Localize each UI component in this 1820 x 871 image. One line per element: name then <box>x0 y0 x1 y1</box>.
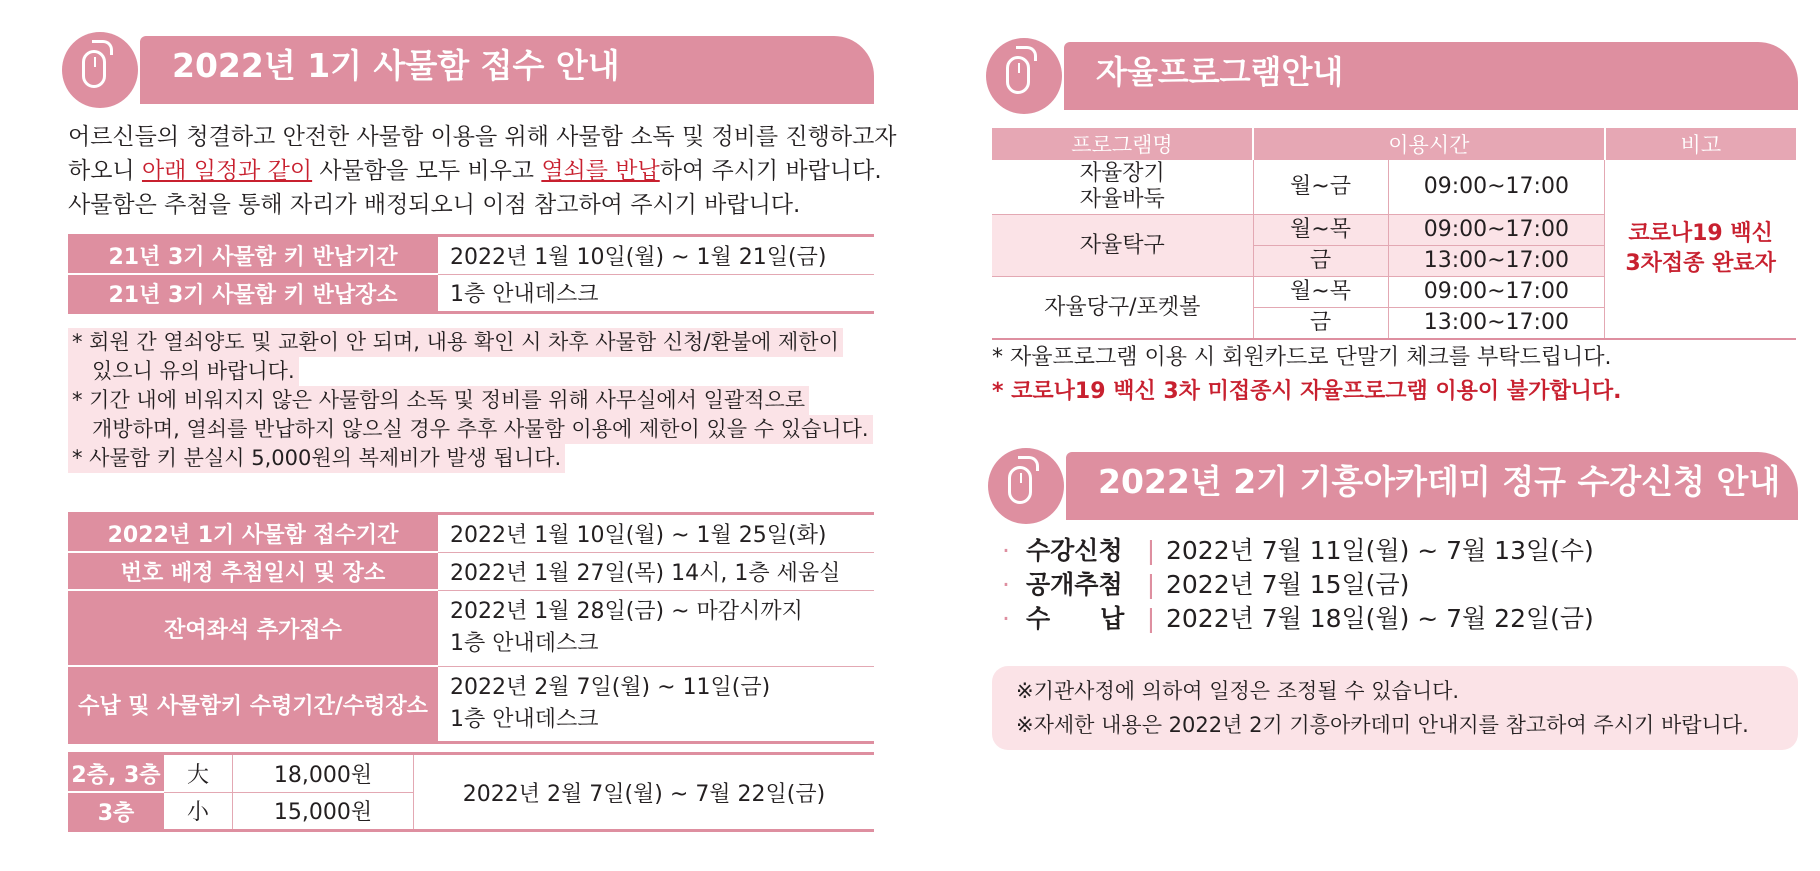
program-day: 금 <box>1253 308 1388 340</box>
table-row <box>68 514 874 553</box>
program-day: 월~목 <box>1253 277 1388 308</box>
list-item <box>1002 602 1594 636</box>
intro-line-1: 어르신들의 청결하고 안전한 사물함 이용을 위해 사물함 소독 및 정비를 진행하고자 <box>68 124 897 150</box>
bullet: · <box>1002 604 1010 633</box>
row-label: 21년 3기 사물함 키 반납기간 <box>68 236 438 275</box>
table-row <box>68 236 874 275</box>
note-line: 개방하며, 열쇠를 반납하지 않으실 경우 추후 사물함 이용에 제한이 있을 수 있습니다. <box>68 415 873 444</box>
row-label: 번호 배정 추첨일시 및 장소 <box>68 552 438 590</box>
bullet: · <box>1002 536 1010 565</box>
separator: | <box>1146 570 1156 599</box>
remark-line: 3차접종 완료자 <box>1625 251 1776 276</box>
row-value: 2022년 1월 27일(목) 14시, 1층 세움실 <box>438 552 874 590</box>
row-label: 수납 및 사물함키 수령기간/수령장소 <box>68 666 438 743</box>
intro-line-3: 사물함은 추첨을 통해 자리가 배정되오니 이점 참고하여 주시기 바랍니다. <box>68 192 801 218</box>
intro-highlight-schedule: 아래 일정과 같이 <box>141 158 313 184</box>
intro-text: 하오니 <box>68 158 142 184</box>
col-header: 이용시간 <box>1253 128 1605 160</box>
col-header: 프로그램명 <box>992 128 1253 160</box>
mouse-icon <box>986 38 1062 114</box>
program-remark <box>1605 160 1796 339</box>
separator: | <box>1146 604 1156 633</box>
item-value: 2022년 7월 11일(월) ~ 7월 13일(수) <box>1166 536 1594 565</box>
table-row <box>992 160 1796 215</box>
table-row <box>68 552 874 590</box>
mouse-icon <box>988 448 1064 524</box>
apply-table <box>68 512 874 744</box>
row-value-line: 2022년 1월 28일(금) ~ 마감시까지 <box>450 599 803 624</box>
locker-intro <box>68 120 897 222</box>
mouse-icon <box>62 32 138 108</box>
row-value <box>438 666 874 743</box>
row-value-line: 1층 안내데스크 <box>450 706 599 732</box>
row-value: 1층 안내데스크 <box>438 274 874 313</box>
program-day: 월~금 <box>1253 160 1388 215</box>
row-value-line: 2022년 2월 7일(월) ~ 11일(금) <box>450 674 771 700</box>
academy-info-box <box>992 666 1798 750</box>
row-value: 2022년 1월 10일(월) ~ 1월 21일(금) <box>438 236 874 275</box>
bullet: · <box>1002 570 1010 599</box>
locker-title: 2022년 1기 사물함 접수 안내 <box>172 46 620 85</box>
program-day: 월~목 <box>1253 215 1388 246</box>
program-title: 자율프로그램안내 <box>1096 53 1344 91</box>
size-label: 小 <box>164 792 233 831</box>
col-header: 비고 <box>1605 128 1796 160</box>
info-line: ※자세한 내용은 2022년 2기 기흥아카데미 안내지를 참고하여 주시기 바랍니다. <box>1016 713 1749 737</box>
row-label: 잔여좌석 추가접수 <box>68 590 438 666</box>
size-label: 大 <box>164 754 233 793</box>
program-day: 금 <box>1253 246 1388 277</box>
intro-highlight-key: 열쇠를 반납 <box>541 158 660 184</box>
price-table <box>68 752 874 832</box>
program-time: 09:00~17:00 <box>1388 215 1605 246</box>
academy-header <box>988 452 1798 520</box>
program-name-line: 자율장기 <box>1079 161 1165 186</box>
table-row <box>68 754 874 793</box>
row-value: 2022년 1월 10일(월) ~ 1월 25일(화) <box>438 514 874 553</box>
note-line: * 사물함 키 분실시 5,000원의 복제비가 발생 됩니다. <box>68 444 565 473</box>
price-value: 15,000원 <box>233 792 414 831</box>
remark-line: 코로나19 백신 <box>1628 221 1773 246</box>
program-time: 09:00~17:00 <box>1388 277 1605 308</box>
locker-notes <box>68 328 878 473</box>
table-header-row <box>992 128 1796 160</box>
floor-label: 2층, 3층 <box>68 754 164 793</box>
item-label: 수 납 <box>1026 604 1125 633</box>
item-value: 2022년 7월 18일(월) ~ 7월 22일(금) <box>1166 604 1594 633</box>
note-line: 있으니 유의 바랍니다. <box>68 357 299 386</box>
floor-label: 3층 <box>68 792 164 831</box>
program-time: 13:00~17:00 <box>1388 246 1605 277</box>
list-item <box>1002 568 1409 602</box>
table-row <box>68 274 874 313</box>
intro-text: 사물함을 모두 비우고 <box>312 158 542 184</box>
program-note-2: * 코로나19 백신 3차 미접종시 자율프로그램 이용이 불가합니다. <box>992 379 1622 404</box>
item-value: 2022년 7월 15일(금) <box>1166 570 1410 599</box>
list-item <box>1002 534 1594 568</box>
price-value: 18,000원 <box>233 754 414 793</box>
row-label: 2022년 1기 사물함 접수기간 <box>68 514 438 553</box>
row-value-line: 1층 안내데스크 <box>450 631 599 656</box>
program-name <box>992 160 1253 215</box>
intro-text: 하여 주시기 바랍니다. <box>659 158 882 184</box>
note-line: * 회원 간 열쇠양도 및 교환이 안 되며, 내용 확인 시 차후 사물함 신청/환불에 제한이 <box>68 328 843 357</box>
program-name-line: 자율바둑 <box>1079 187 1165 212</box>
program-name: 자율탁구 <box>992 215 1253 277</box>
program-note-1: * 자율프로그램 이용 시 회원카드로 단말기 체크를 부탁드립니다. <box>992 345 1612 370</box>
program-time: 09:00~17:00 <box>1388 160 1605 215</box>
program-header <box>986 42 1798 110</box>
academy-title: 2022년 2기 기흥아카데미 정규 수강신청 안내 <box>1098 462 1781 501</box>
use-period: 2022년 2월 7일(월) ~ 7월 22일(금) <box>462 781 826 807</box>
program-name: 자율당구/포켓볼 <box>992 277 1253 340</box>
table-row <box>68 666 874 743</box>
program-time: 13:00~17:00 <box>1388 308 1605 340</box>
intro-line-2 <box>68 154 897 188</box>
return-table <box>68 234 874 314</box>
row-label: 21년 3기 사물함 키 반납장소 <box>68 274 438 313</box>
program-table <box>992 128 1796 340</box>
row-value <box>438 590 874 666</box>
info-line: ※기관사정에 의하여 일정은 조정될 수 있습니다. <box>1016 679 1460 703</box>
item-label: 공개추첨 <box>1026 570 1123 599</box>
separator: | <box>1146 536 1156 565</box>
item-label: 수강신청 <box>1026 536 1123 565</box>
locker-header <box>62 36 874 104</box>
note-line: * 기간 내에 비워지지 않은 사물함의 소독 및 정비를 위해 사무실에서 일괄적으로 <box>68 386 809 415</box>
table-row <box>68 590 874 666</box>
